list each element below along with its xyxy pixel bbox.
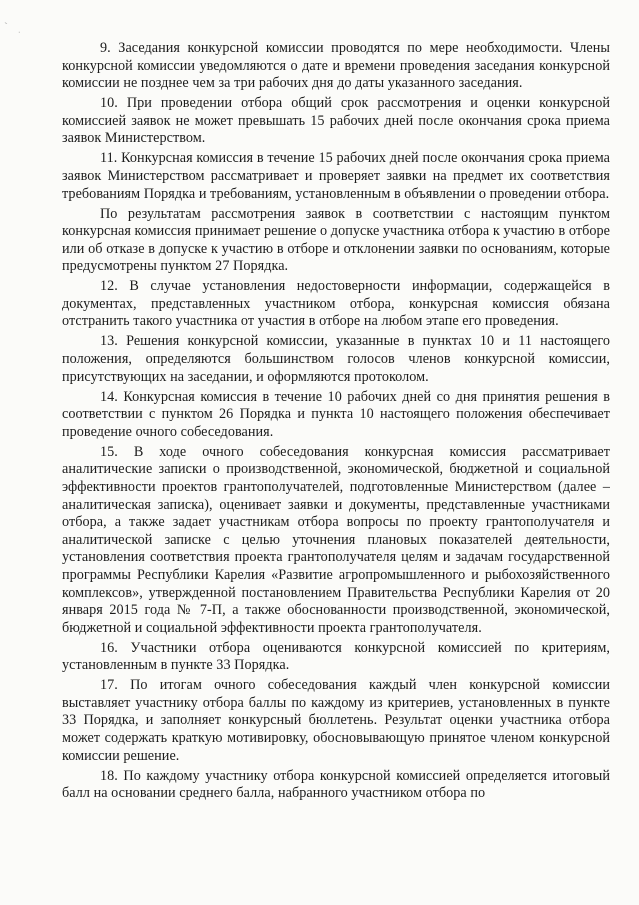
paragraph-12: 12. В случае установления недостоверности информации, содержащейся в документах, представленных участником отбора, конкурсная комиссия обязана отстранить такого участника от участия в отборе на любом этапе его проведения. <box>62 278 610 330</box>
paragraph-15: 15. В ходе очного собеседования конкурсная комиссия рассматривает аналитические записки о производственной, экономической, бюджетной и социальной эффективности проектов грантополучателей, подготовленные Министерством (далее – аналитическая записка), оценивает заявки и документы, представленные участниками отбора, а также задает участникам отбора вопросы по проекту грантополучателя и аналитической записке с целью уточнения плановых показателей деятельности, установления соответствия проекта грантополучателя целям и задачам государственной программы Республики Карелия «Развитие агропромышленного и рыбохозяйственного комплексов», утвержденной постановлением Правительства Республики Карелия от 20 января 2015 года № 7-П, а также обоснованности производственной, экономической, бюджетной и социальной эффективности проекта грантополучателя. <box>62 443 610 636</box>
paragraph-11-results: По результатам рассмотрения заявок в соответствии с настоящим пунктом конкурсная комиссия принимает решение о допуске участника отбора к участию в отборе или об отказе в допуске к участию в отборе и отклонении заявки по основаниям, которые предусмотрены пунктом 27 Порядка. <box>62 205 610 275</box>
paragraph-16: 16. Участники отбора оцениваются конкурсной комиссией по критериям, установленным в пункте 33 Порядка. <box>62 639 610 674</box>
paragraph-9: 9. Заседания конкурсной комиссии проводятся по мере необходимости. Члены конкурсной комиссии уведомляются о дате и времени проведения заседания конкурсной комиссии не позднее чем за три рабочих дня до даты указанного заседания. <box>62 40 610 92</box>
paragraph-10: 10. При проведении отбора общий срок рассмотрения и оценки конкурсной комиссией заявок не может превышать 15 рабочих дней после окончания срока приема заявок Министерством. <box>62 95 610 147</box>
paragraph-13: 13. Решения конкурсной комиссии, указанные в пунктах 10 и 11 настоящего положения, определяются большинством голосов членов конкурсной комиссии, присутствующих на заседании, и оформляются протоколом. <box>62 333 610 385</box>
paragraph-11: 11. Конкурсная комиссия в течение 15 рабочих дней после окончания срока приема заявок Министерством рассматривает и проверяет заявки на предмет их соответствия требованиям Порядка и требованиям, установленным в объявлении о проведении отбора. <box>62 150 610 202</box>
paragraph-14: 14. Конкурсная комиссия в течение 10 рабочих дней со дня принятия решения в соответствии с пунктом 26 Порядка и пункта 10 настоящего положения обеспечивает проведение очного собеседования. <box>62 388 610 440</box>
paragraph-18: 18. По каждому участнику отбора конкурсной комиссией определяется итоговый балл на основании среднего балла, набранного участником отбора по <box>62 767 610 802</box>
scan-mark: ` <box>4 21 13 33</box>
document-body <box>62 40 610 900</box>
paragraph-17: 17. По итогам очного собеседования каждый член конкурсной комиссии выставляет участнику отбора баллы по каждому из критериев, установленных в пункте 33 Порядка, и заполняет конкурсный бюллетень. Результат оценки участника отбора может содержать краткую мотивировку, обосновывающую принятое членом конкурсной комиссии решение. <box>62 677 610 764</box>
scan-mark: · <box>16 27 22 38</box>
